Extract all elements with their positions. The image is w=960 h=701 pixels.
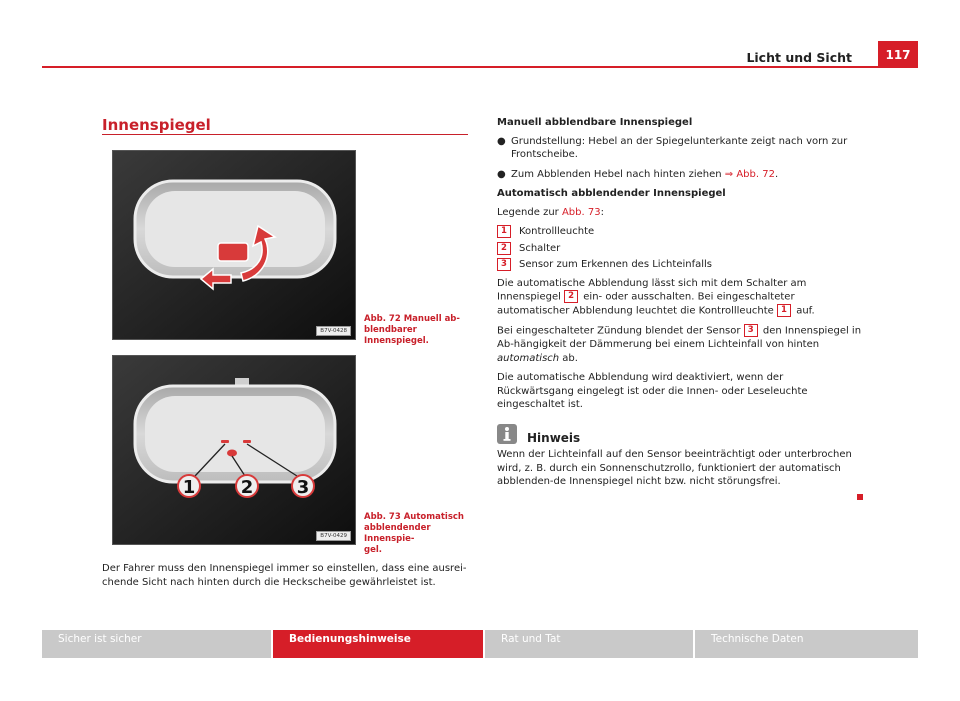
note-title: Hinweis — [527, 430, 581, 445]
auto-paragraph-1 — [497, 277, 863, 319]
figure-code: B7V-0429 — [316, 531, 351, 541]
section-rule — [102, 134, 468, 135]
legend-number: 1 — [497, 225, 511, 238]
callout-3: 3 — [296, 477, 310, 498]
section-end-mark — [857, 494, 863, 500]
callout-1: 1 — [182, 477, 196, 498]
figure-73-auto-mirror — [112, 355, 356, 545]
auto-paragraph-3: Die automatische Abblendung wird deaktiviert, wenn der Rückwärtsgang eingelegt ist oder die Innen- oder Leseleuchte eingeschaltet ist. — [497, 372, 808, 410]
auto-paragraph-2 — [497, 324, 863, 365]
text-run: Bei eingeschalteter Zündung blendet der Sensor — [497, 325, 744, 337]
bullet-dot: ● — [497, 135, 506, 147]
footer-tab-rat-und-tat[interactable]: Rat und Tat — [485, 630, 693, 658]
text-run: den Innenspiegel in Ab-hängigkeit der Dämmerung bei einem Lichteinfall von hinten — [497, 325, 862, 350]
header-rule — [42, 66, 918, 68]
legend-item — [497, 258, 863, 272]
end-mark-row — [497, 491, 863, 505]
text-run: ein- oder ausschalten. Bei eingeschalteter automatischer Abblendung leuchtet die Kontrollleuchte — [497, 291, 795, 317]
right-column — [497, 116, 863, 504]
bullet-text: Zum Abblenden Hebel nach hinten ziehen — [511, 168, 725, 180]
legend-number: 3 — [497, 258, 511, 271]
legend-item — [497, 242, 863, 256]
page-number: 117 — [878, 41, 918, 67]
legend-list — [497, 225, 863, 272]
footer-tab-bedienungshinweise[interactable]: Bedienungshinweise — [273, 630, 483, 658]
text-run: auf. — [793, 305, 815, 317]
section-title: Innenspiegel — [102, 116, 211, 134]
figure-73-caption: Abb. 73 Automatisch abblendender Innenspie- gel. — [364, 512, 464, 555]
text-run: Die automatische Abblendung lässt sich mit dem Schalter am Innenspiegel — [497, 277, 807, 303]
text-run: ab. — [559, 352, 578, 364]
manual-heading: Manuell abblendbare Innenspiegel — [497, 117, 693, 128]
legend-intro: Legende zur — [497, 206, 562, 218]
figure-72-caption: Abb. 72 Manuell ab- blendbarer Innenspiegel. — [364, 314, 460, 346]
legend-label: Kontrollleuchte — [519, 226, 595, 237]
figure-code: B7V-0428 — [316, 326, 351, 336]
bullet-dot: ● — [497, 168, 506, 180]
ref-number: 1 — [777, 304, 791, 317]
legend-number: 2 — [497, 242, 511, 255]
running-header-title: Licht und Sicht — [746, 50, 852, 65]
bullet-item — [497, 135, 863, 162]
footer-tab-technische-daten[interactable]: Technische Daten — [695, 630, 918, 658]
legend-colon: : — [600, 206, 604, 218]
callout-2: 2 — [240, 477, 254, 498]
note-text-run: Wenn der Lichteinfall auf den Sensor beeinträchtigt oder unterbrochen wird, z. B. durch ein Sonnenschutzrollo, funktioniert der automatisch abblenden-de Innenspiegel nicht bzw. nicht störungsfrei. — [497, 449, 852, 487]
auto-heading: Automatisch abblendender Innenspiegel — [497, 188, 726, 199]
auto-mirror-illustration — [113, 356, 355, 544]
legend-item — [497, 225, 863, 239]
footer-tab-sicher[interactable]: Sicher ist sicher — [42, 630, 271, 658]
legend-label: Sensor zum Erkennen des Lichteinfalls — [519, 259, 713, 270]
ref-number: 2 — [564, 290, 578, 303]
figure-72-manual-mirror — [112, 150, 356, 340]
info-icon — [497, 424, 517, 444]
bullet-item — [497, 168, 863, 182]
driver-mirror-paragraph: Der Fahrer muss den Innenspiegel immer so einstellen, dass eine ausrei- chende Sicht nach hinten durch die Heckscheibe gewährleistet ist. — [102, 563, 467, 588]
manual-mirror-illustration — [113, 151, 355, 339]
bullet-text: Grundstellung: Hebel an der Spiegelunterkante zeigt nach vorn zur Frontscheibe. — [511, 135, 848, 160]
bullet-end: . — [774, 168, 779, 180]
figure-72-link[interactable]: ⇒ Abb. 72 — [724, 168, 775, 180]
note-header — [497, 424, 863, 446]
emphasis-text: automatisch — [497, 352, 560, 364]
ref-number: 3 — [744, 324, 758, 337]
figure-73-link[interactable]: Abb. 73 — [561, 206, 601, 218]
legend-label: Schalter — [519, 242, 561, 254]
note-text — [497, 448, 863, 489]
